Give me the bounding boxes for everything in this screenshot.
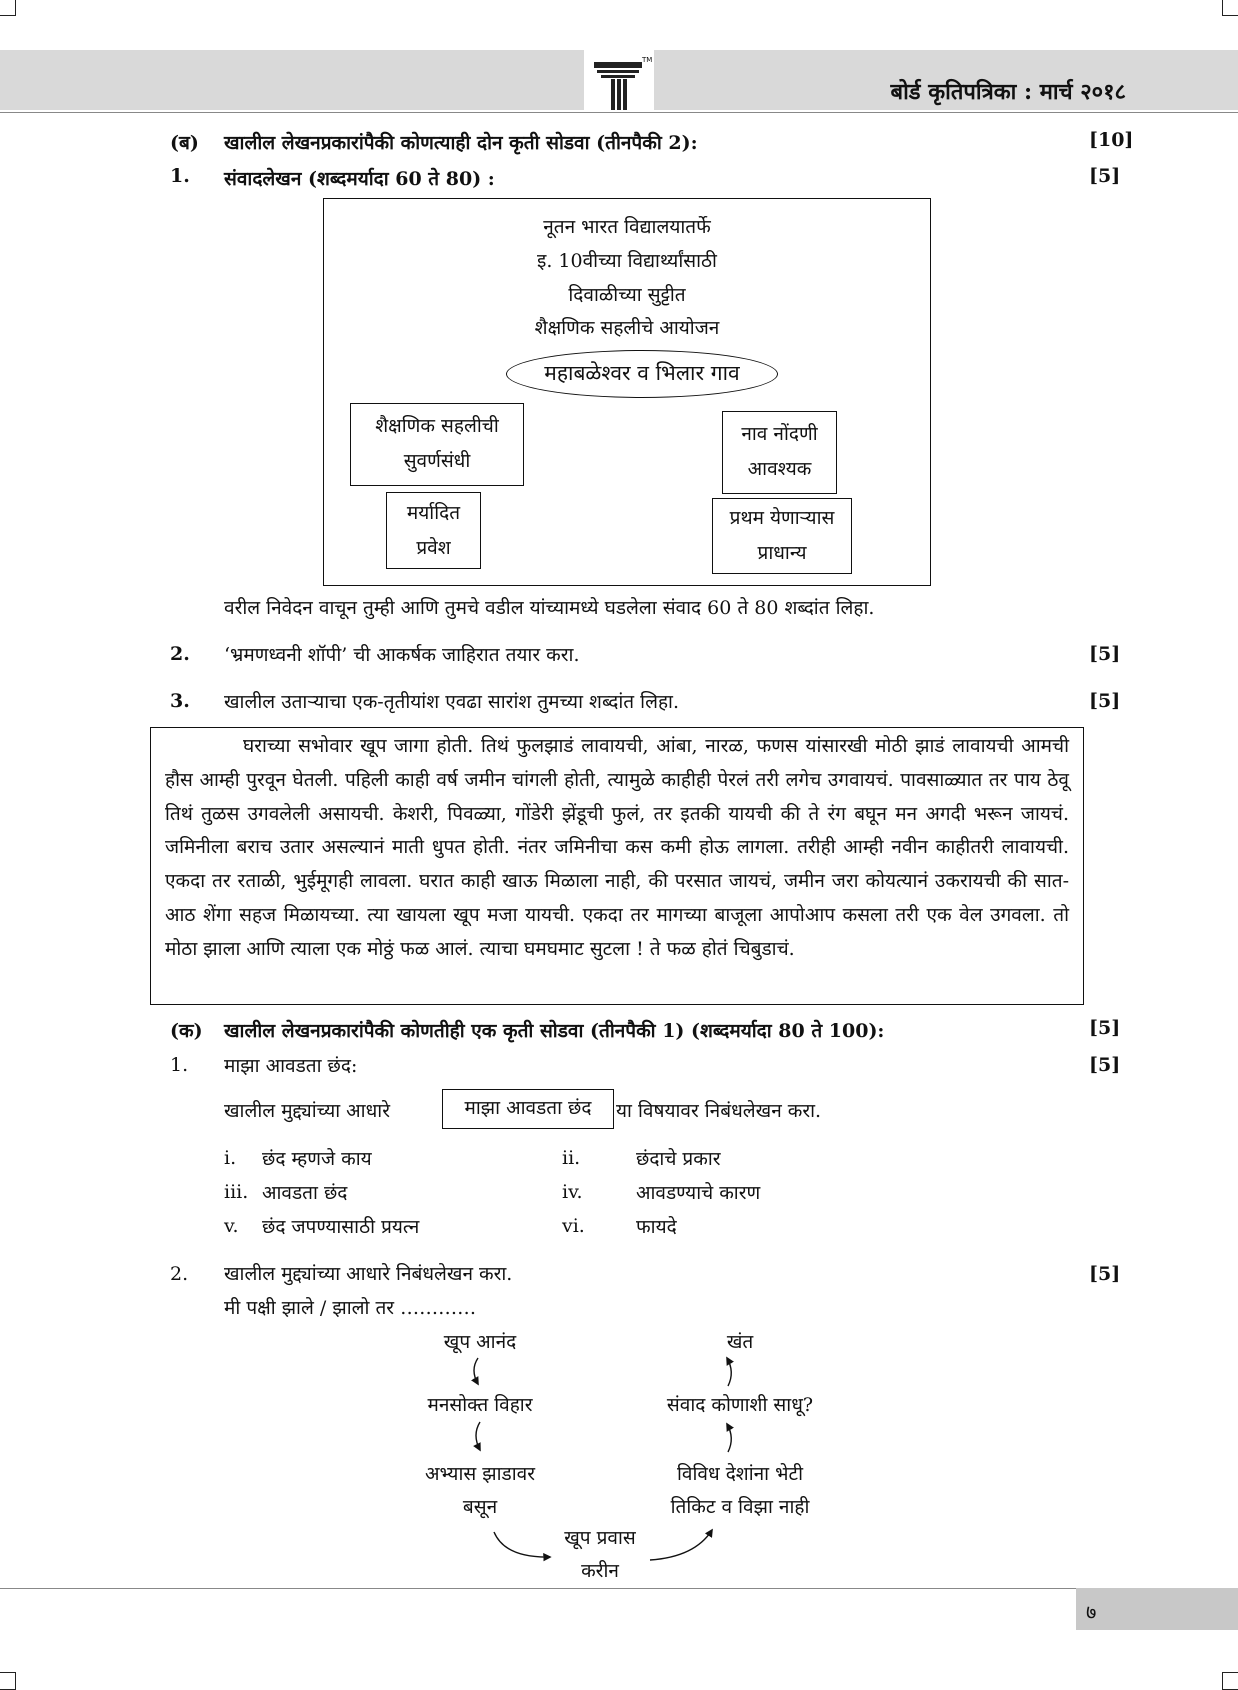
point-4-text: आवडण्याचे कारण	[636, 1182, 761, 1204]
section-k-marks: [5]	[1089, 1017, 1121, 1039]
k-q2-number: 2.	[170, 1263, 189, 1285]
section-b-marks: [10]	[1089, 129, 1134, 151]
q3-text: खालील उताऱ्याचा एक-तृतीयांश एवढा सारांश तुमच्या शब्दांत लिहा.	[224, 691, 680, 713]
notice-box-limited-entry-line-2: प्रवेश	[416, 537, 451, 559]
q2-number: 2.	[170, 643, 190, 665]
notice-line-2: इ. 10वीच्या विद्यार्थ्यांसाठी	[537, 250, 717, 272]
point-6-number: vi.	[562, 1215, 585, 1237]
arrow-communicate-to-regret	[727, 1358, 731, 1386]
k-q1-tail: या विषयावर निबंधलेखन करा.	[616, 1100, 822, 1122]
flow-node-communicate: संवाद कोणाशी साधू?	[666, 1394, 814, 1416]
q1-title: संवादलेखन (शब्दमर्यादा 60 ते 80) :	[224, 168, 495, 190]
q1-instruction: वरील निवेदन वाचून तुम्ही आणि तुमचे वडील यांच्यामध्ये घडलेला संवाद 60 ते 80 शब्दांत लिहा.	[224, 597, 875, 619]
flow-node-visit-line-2: तिकिट व विझा नाही	[670, 1496, 810, 1518]
flow-node-joy: खूप आनंद	[443, 1331, 517, 1353]
k-q1-lead: खालील मुद्द्यांच्या आधारे	[224, 1100, 390, 1122]
flow-node-study-line-2: बसून	[462, 1496, 498, 1518]
arrow-travel-to-visit	[650, 1530, 712, 1560]
q2-text: ‘भ्रमणध्वनी शॉपी’ ची आकर्षक जाहिरात तयार करा.	[224, 644, 580, 666]
flow-node-regret: खंत	[726, 1331, 754, 1353]
notice-box-limited-entry-line-1: मर्यादित	[406, 502, 461, 524]
k-q1-marks: [5]	[1089, 1054, 1121, 1076]
flow-node-travel-line-1: खूप प्रवास	[564, 1527, 636, 1549]
section-b-heading: खालील लेखनप्रकारांपैकी कोणत्याही दोन कृती सोडवा (तीनपैकी 2):	[224, 132, 698, 154]
notice-line-3: दिवाळीच्या सुट्टीत	[568, 284, 686, 306]
point-6-text: फायदे	[636, 1216, 677, 1238]
point-5-text: छंद जपण्यासाठी प्रयत्न	[262, 1216, 420, 1238]
notice-box-first-come-line-1: प्रथम येणाऱ्यास	[729, 507, 835, 529]
q1-number: 1.	[170, 165, 190, 187]
section-b-label: (ब)	[170, 132, 199, 154]
arrow-visit-to-communicate	[727, 1424, 731, 1452]
notice-box-registration-line-2: आवश्यक	[747, 458, 812, 480]
point-3-number: iii.	[224, 1181, 249, 1203]
point-3-text: आवडता छंद	[262, 1182, 348, 1204]
k-q2-text: खालील मुद्द्यांच्या आधारे निबंधलेखन करा.	[224, 1263, 513, 1285]
notice-destination-ellipse: महाबळेश्वर व भिलार गाव	[506, 350, 778, 398]
point-1-number: i.	[224, 1147, 237, 1169]
footer-rule	[0, 1588, 1238, 1589]
section-k-label: (क)	[170, 1020, 203, 1042]
notice-line-4: शैक्षणिक सहलीचे आयोजन	[534, 317, 720, 339]
k-q1-number: 1.	[170, 1054, 189, 1076]
notice-box-first-come-line-2: प्राधान्य	[757, 542, 807, 564]
q1-marks: [5]	[1089, 165, 1121, 187]
arrow-flight-to-study	[476, 1422, 480, 1450]
point-1-text: छंद म्हणजे काय	[262, 1148, 372, 1170]
k-q2-marks: [5]	[1089, 1263, 1121, 1285]
arrow-study-to-travel	[494, 1532, 550, 1557]
flow-node-free-flight: मनसोक्त विहार	[427, 1394, 533, 1416]
notice-box-golden-chance-line-2: सुवर्णसंधी	[403, 450, 471, 472]
k-q1-title: माझा आवडता छंद:	[224, 1055, 358, 1077]
logo-trademark: TM	[642, 56, 653, 64]
q2-marks: [5]	[1089, 643, 1121, 665]
q3-number: 3.	[170, 690, 190, 712]
flow-node-visit-line-1: विविध देशांना भेटी	[677, 1463, 803, 1485]
arrow-joy-to-flight	[474, 1358, 478, 1384]
k-q2-topic: मी पक्षी झाले / झालो तर …………	[224, 1297, 477, 1319]
notice-box-golden-chance-line-1: शैक्षणिक सहलीची	[375, 415, 499, 437]
point-5-number: v.	[224, 1215, 239, 1237]
section-k-heading: खालील लेखनप्रकारांपैकी कोणतीही एक कृती सोडवा (तीनपैकी 1) (शब्दमर्यादा 80 ते 100):	[224, 1020, 885, 1042]
k-q1-topic-box: माझा आवडता छंद	[442, 1089, 614, 1129]
notice-line-1: नूतन भारत विद्यालयातर्फे	[543, 216, 711, 238]
passage-text: घराच्या सभोवार खूप जागा होती. तिथं फुलझाडं लावायची, आंबा, नारळ, फणस यांसारखी मोठी झाडं लावायची आमची हौस आम्ही पुरवून घेतली. पहिली काही वर्ष जमीन चांगली होती, त्यामुळे काहीही पेरलं तरी लगेच उगवायचं. पावसाळ्यात तर पाय ठेवू तिथं तुळस उगवलेली असायची. केशरी, पिवळ्या, गोंडेरी झेंडूची फुलं, तर इतकी यायची की ते रंग बघून मन अगदी भरून जायचं. जमिनीला बराच उतार असल्यानं माती धुपत होती. नंतर जमिनीचा कस कमी होऊ लागला. तरीही आम्ही नवीन काहीतरी लावायची. एकदा तर रताळी, भुईमूगही लावला. घरात काही खाऊ मिळाला नाही, की परसात जायचं, जमीन जरा कोयत्यानं उकरायची की सात-आठ शेंगा सहज मिळायच्या. त्या खायला खूप मजा यायची. एकदा तर मागच्या बाजूला आपोआप कसला तरी एक वेल उगवला. तो मोठा झाला आणि त्याला एक मोठ्ठं फळ आलं. त्याचा घमघमाट सुटला ! ते फळ होतं चिबुडाचं.	[165, 735, 1069, 960]
flow-node-study-line-1: अभ्यास झाडावर	[425, 1463, 535, 1485]
point-2-text: छंदाचे प्रकार	[636, 1148, 721, 1170]
point-2-number: ii.	[562, 1147, 581, 1169]
page-number-box	[1076, 1588, 1238, 1630]
flow-node-travel-line-2: करीन	[581, 1560, 619, 1582]
notice-box-registration-line-1: नाव नोंदणी	[741, 423, 818, 445]
q3-marks: [5]	[1089, 690, 1121, 712]
point-4-number: iv.	[562, 1181, 583, 1203]
header-title: बोर्ड कृतिपत्रिका : मार्च २०१८	[890, 79, 1126, 105]
page-number: ७	[1086, 1600, 1097, 1624]
